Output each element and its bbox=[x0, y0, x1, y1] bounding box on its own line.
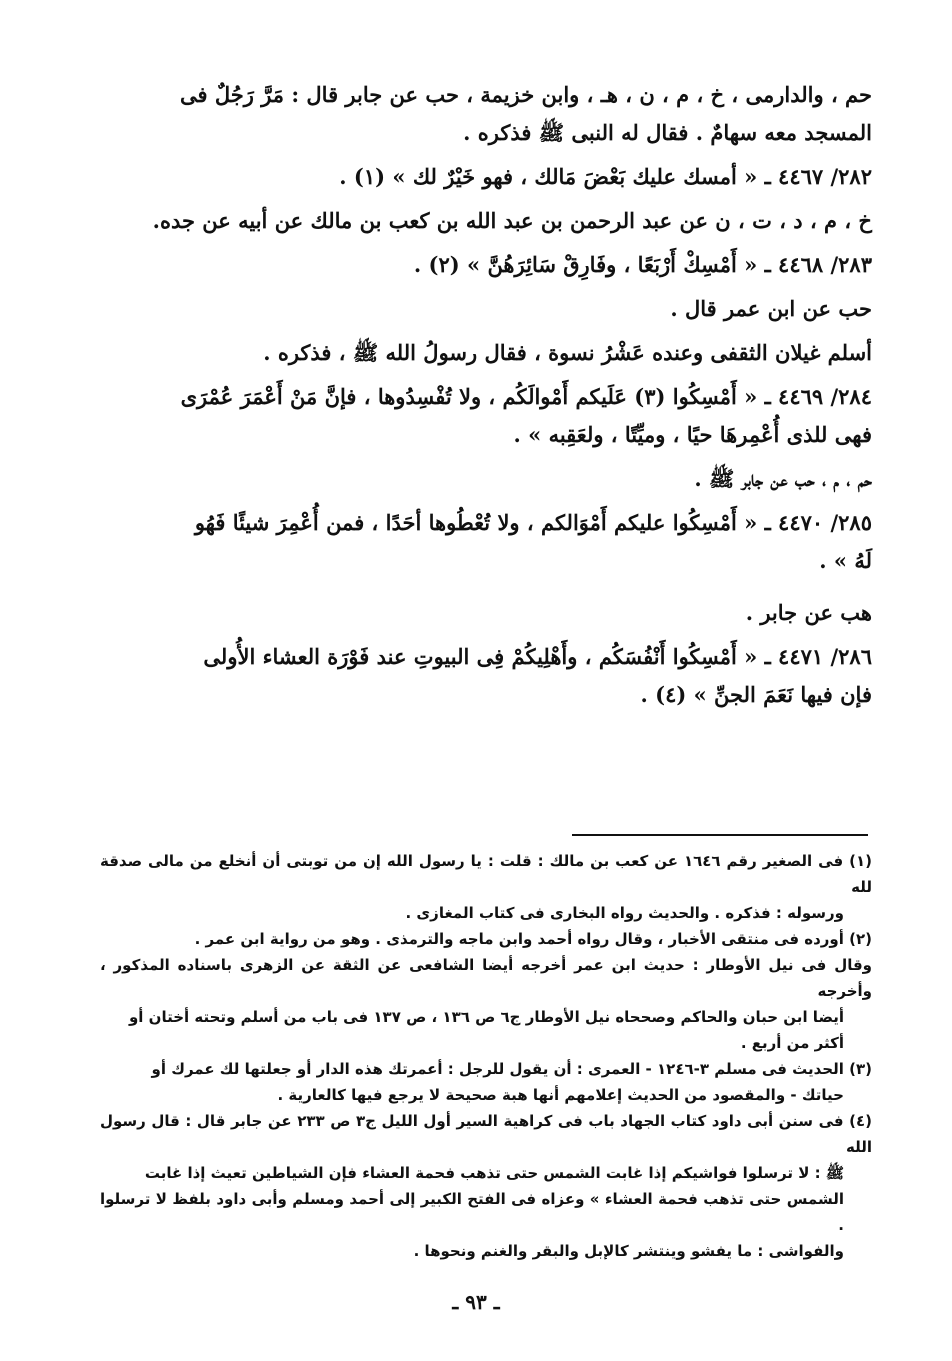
text-line: حم ، والدارمى ، خ ، م ، ن ، هـ ، وابن خزيمة ، حب عن جابر قال : مَرَّ رَجُلٌ فى bbox=[180, 82, 872, 107]
source-line: حب عن ابن عمر قال . bbox=[670, 296, 872, 321]
footnote-line: ورسوله : فذكره . والحديث رواه البخارى فى كتاب المغازى . bbox=[405, 904, 844, 922]
text-line: أسلم غيلان الثقفى وعنده عَشْرُ نسوة ، فقال رسولُ الله ﷺ ، فذكره . bbox=[263, 340, 872, 365]
footnote-line: (٣) الحديث فى مسلم ٣-١٢٤٦ - العمرى : أن يقول للرجل : أعمرتك هذه الدار أو جعلتها لك عمرك أو bbox=[151, 1060, 872, 1078]
footnote-line: وقال فى نيل الأوطار : حديث ابن عمر أخرجه أيضا الشافعى عن الثقة عن الزهرى باسناده المذكور ، وأخرجه bbox=[100, 956, 872, 1000]
hadith-entry: ٢٨٣/ ٤٤٦٨ ـ « أَمْسِكْ أَرْبَعًا ، وفَارِقْ سَائِرَهُنَّ » (٢) . bbox=[413, 252, 872, 277]
hadith-entry: ٢٨٦/ ٤٤٧١ ـ « أَمْسِكُوا أَنْفُسَكُم ، وأَهْلِيكُمْ فِى البيوتِ عند فَوْرَة العشاء الأُولى bbox=[203, 644, 872, 669]
text-line: لَهُ » . bbox=[819, 548, 872, 573]
page-number: ـ ٩٣ ـ bbox=[452, 1290, 500, 1314]
source-line: حم ، م ، حب عن جابر ﷺ . bbox=[694, 466, 872, 491]
footnote-line: الشمس حتى تذهب فحمة العشاء » وعزاه فى الفتح الكبير إلى أحمد ومسلم وأبى داود بلفظ لا ترسلوا . bbox=[100, 1190, 844, 1234]
footnote-line: أيضا ابن حبان والحاكم وصححاه نيل الأوطار ج٦ ص ١٣٦ ، ص ١٣٧ فى باب من أسلم وتحته أختان أو bbox=[128, 1008, 844, 1026]
main-text bbox=[100, 80, 872, 724]
footnote-line: ﷺ : لا ترسلوا فواشيكم إذا غابت الشمس حتى تذهب فحمة العشاء فإن الشياطين تعيث إذا غابت bbox=[144, 1164, 844, 1182]
text-line: فهى للذى أُعْمِرهَا حيًا ، وميِّتًا ، ولعَقِبه » . bbox=[513, 422, 872, 447]
hadith-entry: ٢٨٤/ ٤٤٦٩ ـ « أَمْسِكُوا (٣) عَلَيكم أَمْوالَكُم ، ولا تُفْسِدُوها ، فإنَّ مَنْ أَعْمَرَ عُمْرَى bbox=[180, 384, 872, 409]
footnotes bbox=[100, 848, 872, 1264]
footnote-line: حياتك - والمقصود من الحديث إعلامهم أنها هبة صحيحة لا يرجع فيها كالعارية . bbox=[277, 1086, 844, 1104]
footnote-line: أكثر من أربع . bbox=[740, 1034, 844, 1052]
hadith-entry: ٢٨٢/ ٤٤٦٧ ـ « أمسك عليك بَعْضَ مَالك ، فهو خَيْرٌ لك » (١) . bbox=[339, 164, 872, 189]
footnote-divider bbox=[572, 834, 868, 836]
text-line: فإن فيها نَعَمَ الجنِّ » (٤) . bbox=[640, 682, 872, 707]
hadith-entry: ٢٨٥/ ٤٤٧٠ ـ « أَمْسِكُوا عليكم أَمْوَالكم ، ولا تُعْطُوها أحَدًا ، فمن أُعْمِرَ شيئًا فَهُو bbox=[194, 510, 872, 535]
footnote-line: (٤) فى سنن أبى داود كتاب الجهاد باب فى كراهية السير أول الليل ج٣ ص ٢٣٣ عن جابر قال : قال رسول الله bbox=[100, 1112, 872, 1156]
footnote-line: (٢) أورده فى منتقى الأخبار ، وقال رواه أحمد وابن ماجه والترمذى . وهو من رواية ابن عمر . bbox=[194, 930, 872, 948]
source-line: خ ، م ، د ، ت ، ن عن عبد الرحمن بن عبد الله بن كعب بن مالك عن أبيه عن جده. bbox=[152, 208, 872, 233]
source-line: هب عن جابر . bbox=[745, 600, 872, 625]
text-line: المسجد معه سهامٌ . فقال له النبى ﷺ فذكره . bbox=[463, 120, 872, 145]
footnote-line: (١) فى الصغير رقم ١٦٤٦ عن كعب بن مالك : قلت : يا رسول الله إن من توبتى أن أنخلع من مالى صدقة لله bbox=[100, 852, 872, 896]
footnote-line: والفواشى : ما يفشو وينتشر كالإبل والبقر والغنم ونحوها . bbox=[413, 1242, 844, 1260]
